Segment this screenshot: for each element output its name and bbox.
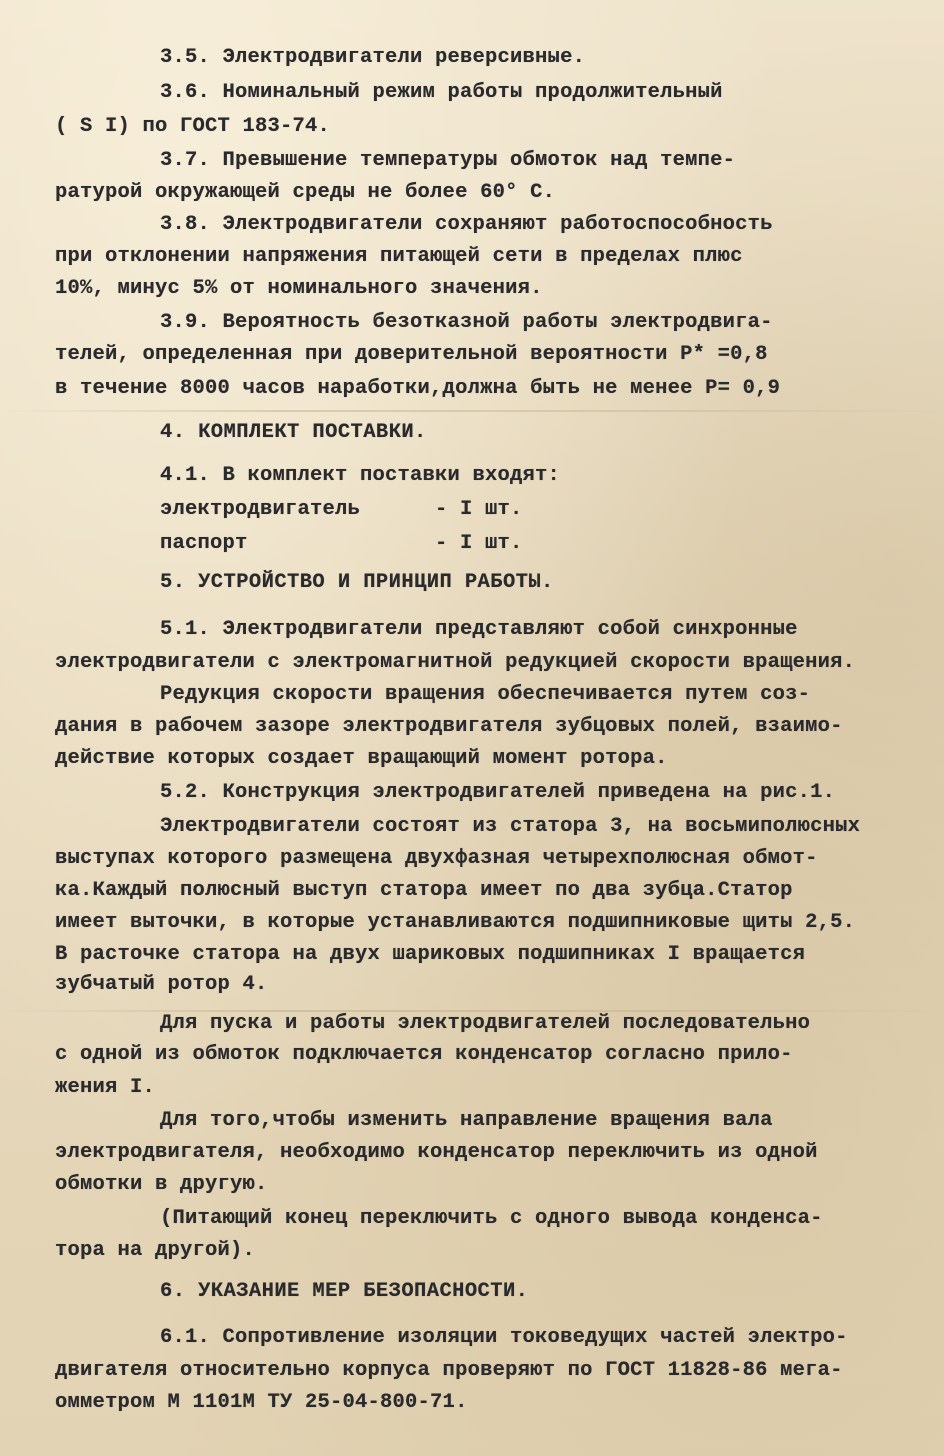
text-line: В расточке статора на двух шариковых подшипниках I вращается [55,943,806,966]
text-line: Редукция скорости вращения обеспечивается путем соз- [160,683,811,706]
text-line: ( S I) по ГОСТ 183-74. [55,115,331,138]
text-line: 3.9. Вероятность безотказной работы электродвига- [160,311,773,334]
text-line: дания в рабочем зазоре электродвигателя зубцовых полей, взаимо- [55,715,843,738]
text-line: 5.1. Электродвигатели представляют собой синхронные [160,618,798,641]
text-line: 4.1. В комплект поставки входят: [160,464,561,487]
text-line: (Питающий конец переключить с одного вывода конденса- [160,1207,823,1230]
text-line: телей, определенная при доверительной вероятности P* =0,8 [55,343,768,366]
text-line: с одной из обмоток подключается конденсатор согласно прило- [55,1043,793,1066]
text-line: омметром М 1101М ТУ 25-04-800-71. [55,1391,468,1414]
text-line: 3.7. Превышение температуры обмоток над темпе- [160,149,736,172]
text-line: тора на другой). [55,1239,256,1262]
text-line: 3.8. Электродвигатели сохраняют работоспособность [160,213,773,236]
text-line: 5.2. Конструкция электродвигателей приведена на рис.1. [160,781,836,804]
text-line: электродвигатель - I шт. [160,498,523,521]
text-line: Для пуска и работы электродвигателей последовательно [160,1012,811,1035]
paper-fold [0,410,944,412]
text-line: зубчатый ротор 4. [55,973,268,996]
text-line: действие которых создает вращающий момент ротора. [55,747,668,770]
text-line: жения I. [55,1076,156,1099]
text-line: в течение 8000 часов наработки,должна быть не менее P= 0,9 [55,377,781,400]
section-heading: 4. КОМПЛЕКТ ПОСТАВКИ. [160,421,427,444]
text-line: 6.1. Сопротивление изоляции токоведущих частей электро- [160,1326,848,1349]
text-line: при отклонении напряжения питающей сети в пределах плюс [55,245,743,268]
text-line: ратурой окружающей среды не более 60° С. [55,181,556,204]
text-line: имеет выточки, в которые устанавливаются подшипниковые щиты 2,5. [55,911,856,934]
text-line: ка.Каждый полюсный выступ статора имеет по два зубца.Статор [55,879,793,902]
text-line: 3.5. Электродвигатели реверсивные. [160,46,586,69]
text-line: 3.6. Номинальный режим работы продолжительный [160,81,723,104]
text-line: Электродвигатели состоят из статора 3, на восьмиполюсных [160,815,861,838]
text-line: обмотки в другую. [55,1173,268,1196]
text-line: двигателя относительно корпуса проверяют по ГОСТ 11828-86 мега- [55,1359,843,1382]
text-line: электродвигателя, необходимо конденсатор переключить из одной [55,1141,818,1164]
text-line: Для того,чтобы изменить направление вращения вала [160,1109,773,1132]
text-line: паспорт - I шт. [160,532,523,555]
text-line: 10%, минус 5% от номинального значения. [55,277,543,300]
text-line: выступах которого размещена двухфазная четырехполюсная обмот- [55,847,818,870]
section-heading: 6. УКАЗАНИЕ МЕР БЕЗОПАСНОСТИ. [160,1280,529,1303]
text-line: электродвигатели с электромагнитной редукцией скорости вращения. [55,651,856,674]
section-heading: 5. УСТРОЙСТВО И ПРИНЦИП РАБОТЫ. [160,571,554,594]
